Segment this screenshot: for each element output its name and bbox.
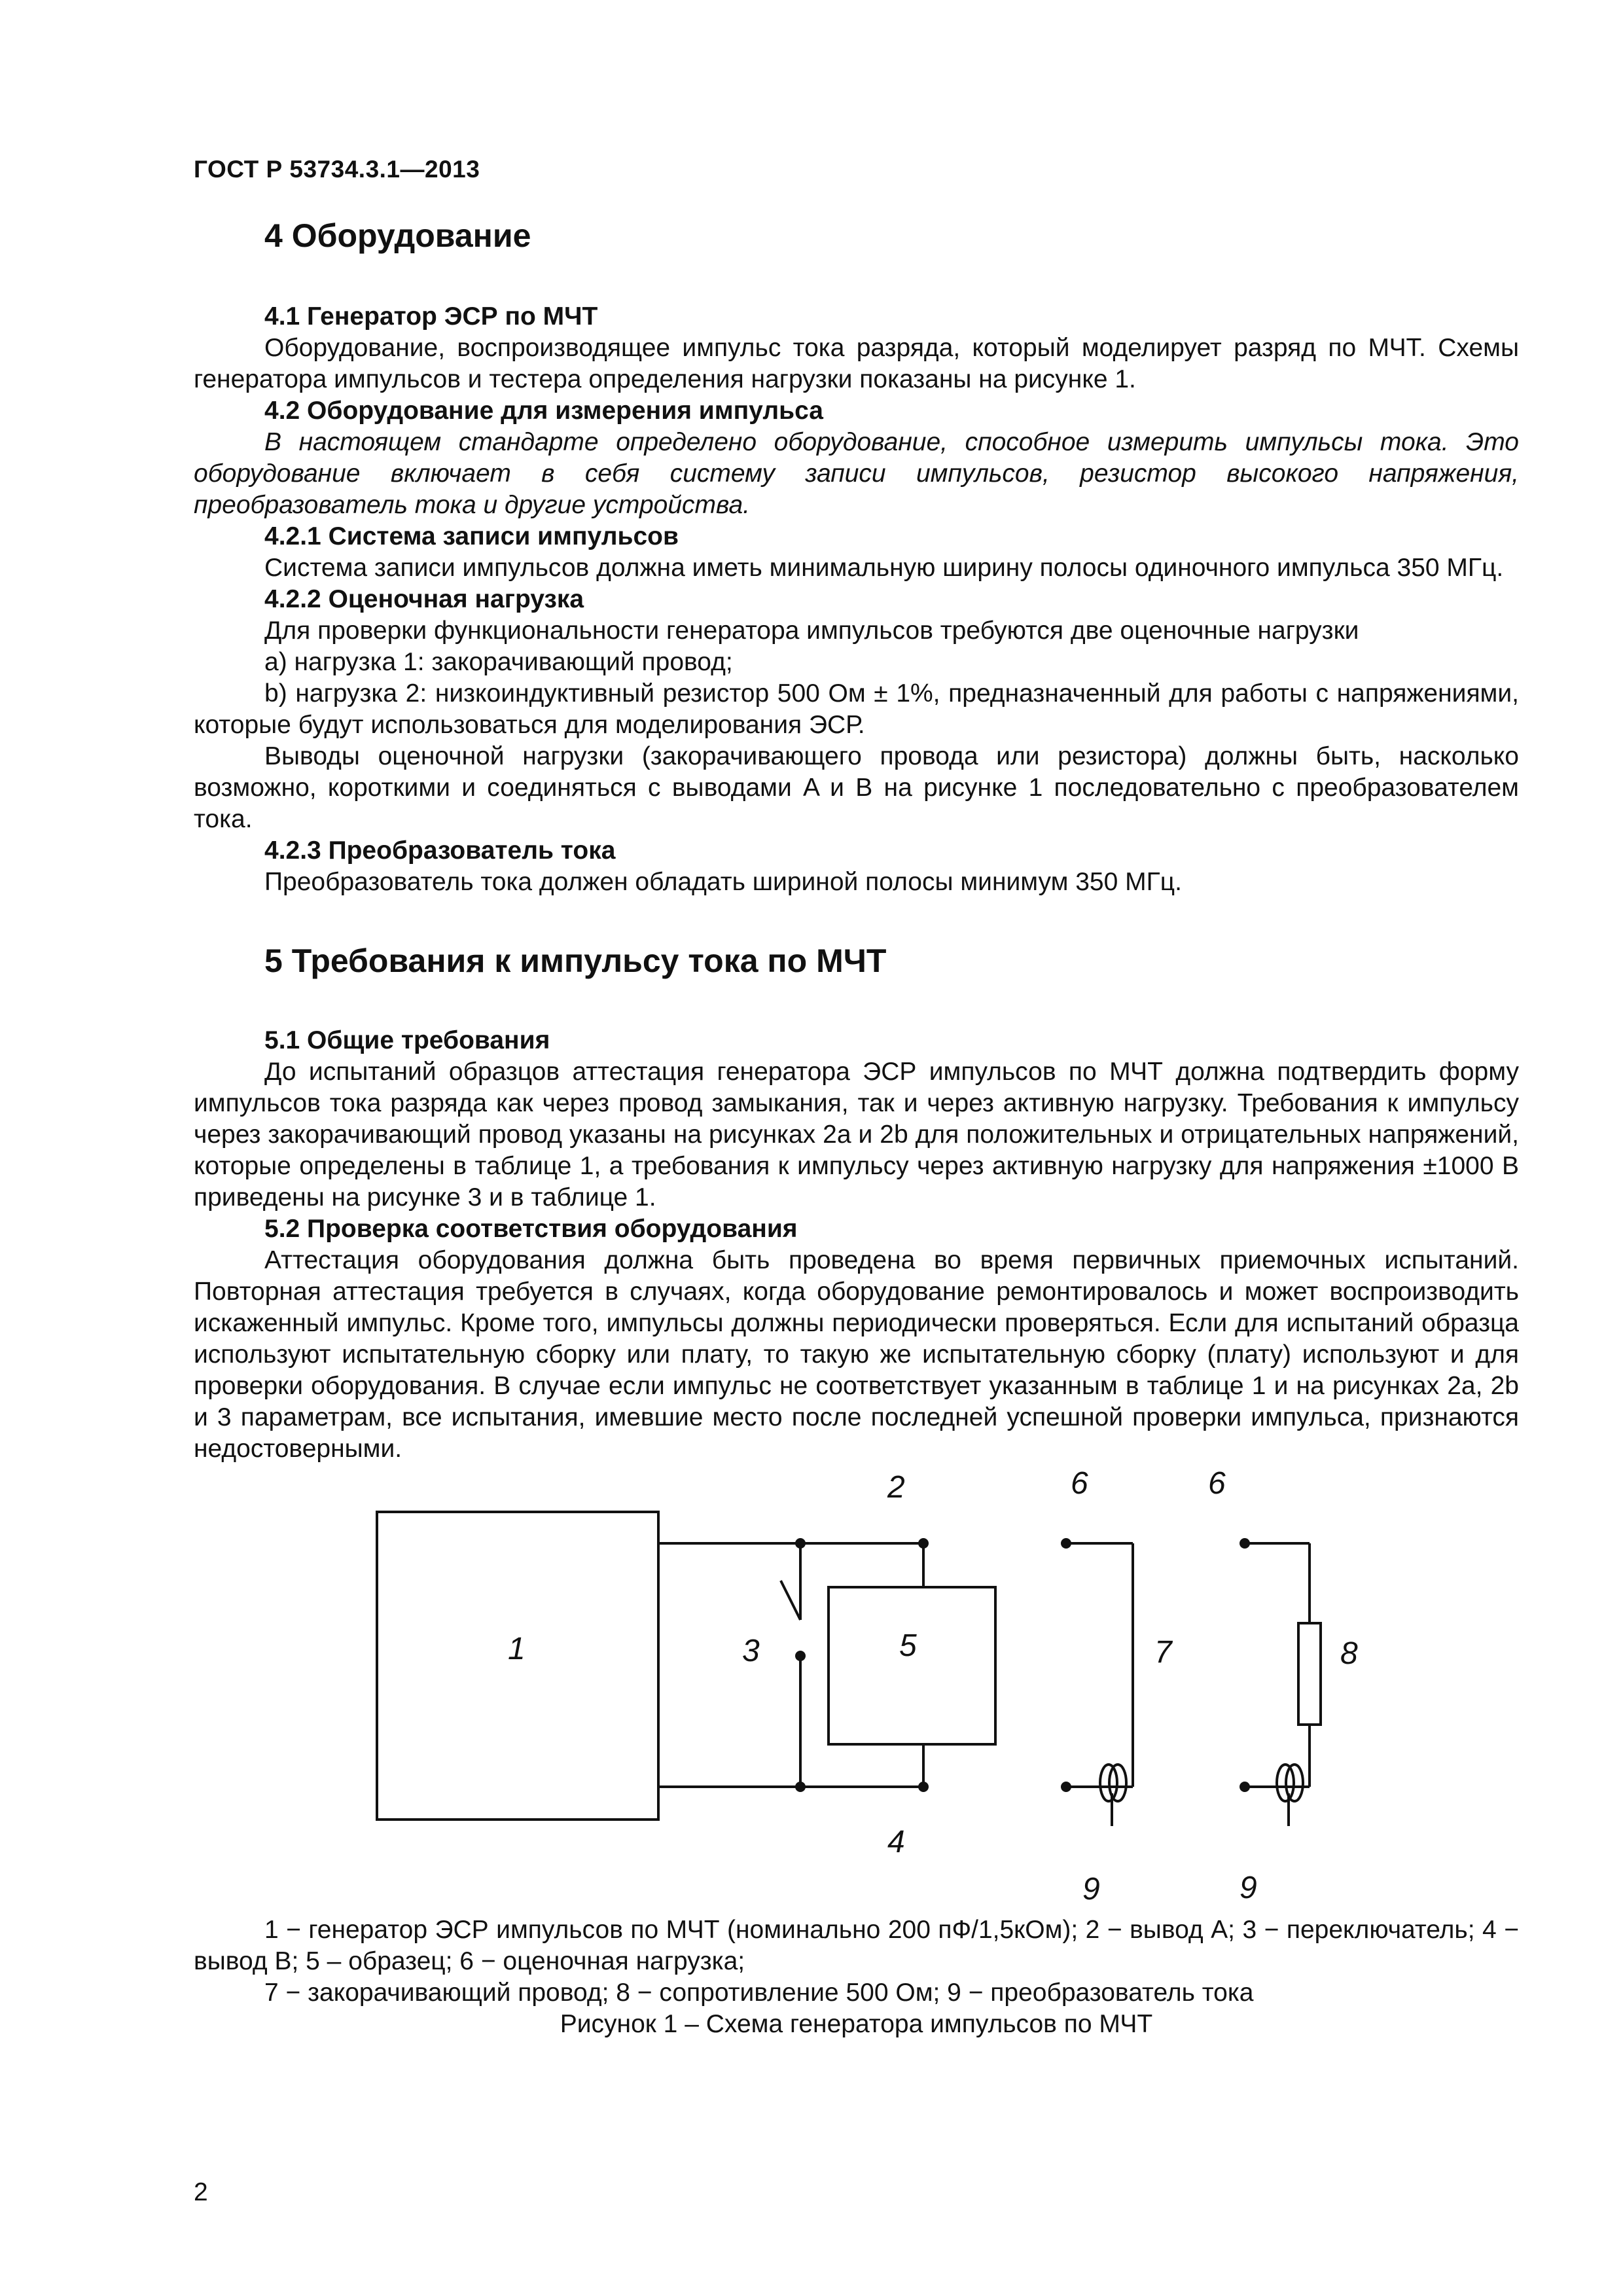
label-4: 4 [887,1825,905,1859]
subsection-4-2-2-text-leads: Выводы оценочной нагрузки (закорачивающего провода или резистора) должны быть, насколько возможно, короткими и соединяться с выводами A и B на рисунке 1 последовательно с преобразователем тока. [194,742,1519,833]
device-under-test-block [829,1587,995,1744]
body-text [194,216,1519,1465]
load-terminal-dot [1240,1782,1250,1792]
label-9b: 9 [1240,1871,1257,1905]
subsection-5-1-text: До испытаний образцов аттестация генератора ЭСР импульсов по МЧТ должна подтвердить форму импульсов тока разряда как через провод замыкания, так и через активную нагрузку. Требования к импульсу через закорачивающий провод указаны на рисунках 2a и 2b для положительных и отрицательных напряжений, которые определены в таблице 1, а требования к импульсу через активную нагрузку для напряжения ±1000 В приведены на рисунке 3 и в таблице 1. [194,1058,1519,1211]
figure-1-legend [194,1914,1519,2040]
junction-dot [795,1782,806,1792]
terminal-b-dot [918,1782,929,1792]
legend-line-2: 7 − закорачивающий провод; 8 − сопротивление 500 Ом; 9 − преобразователь тока [264,1979,1254,2007]
label-7: 7 [1154,1635,1172,1670]
subsection-4-2-1-text: Система записи импульсов должна иметь минимальную ширину полосы одиночного импульса 350 МГц. [264,554,1504,582]
figure-1-title: Рисунок 1 – Схема генератора импульсов по МЧТ [560,2010,1153,2038]
subsection-4-2-text: В настоящем стандарте определено оборудование, способное измерить импульсы тока. Это оборудование включает в себя систему записи импульсов, резистор высокого напряжения, преобразователь тока и другие устройства. [194,428,1519,519]
load-terminal-dot [1240,1538,1250,1549]
section-gap [194,898,1519,922]
subsection-5-2-title: 5.2 Проверка соответствия оборудования [264,1215,798,1243]
label-2: 2 [887,1470,905,1505]
label-1: 1 [508,1632,526,1666]
load-terminal-dot [1061,1538,1071,1549]
label-6b: 6 [1208,1466,1226,1501]
subsection-4-2-2-text-intro: Для проверки функциональности генератора импульсов требуются две оценочные нагрузки [264,617,1359,645]
subsection-4-2-2-item-a: a) нагрузка 1: закорачивающий провод; [264,648,733,676]
subsection-4-2-3-title: 4.2.3 Преобразователь тока [264,836,616,865]
switch-contact-dot [795,1651,806,1661]
subsection-4-1-title: 4.1 Генератор ЭСР по МЧТ [264,302,598,331]
standard-code-header: ГОСТ Р 53734.3.1—2013 [194,156,480,183]
page-number: 2 [194,2178,208,2206]
label-9a: 9 [1082,1872,1100,1907]
subsection-5-2-text: Аттестация оборудования должна быть проведена во время первичных приемочных испытаний. Повторная аттестация требуется в случаях, когда оборудование ремонтировалось и может воспроизводить искаженный импульс. Кроме того, импульсы должны периодически проверяться. Если для испытаний образца используют испытательную сборку или плату, то такую же испытательную сборку (плату) используют и для проверки оборудования. В случае если импульс не соответствует указанным в таблице 1 и на рисунках 2a, 2b и 3 параметрам, все испытания, имевшие место после последней успешной проверки импульса, признаются недостоверными. [194,1246,1519,1463]
subsection-4-2-2-title: 4.2.2 Оценочная нагрузка [264,585,584,613]
subsection-4-2-title: 4.2 Оборудование для измерения импульса [264,397,823,425]
subsection-4-1-text: Оборудование, воспроизводящее импульс тока разряда, который моделирует разряд по МЧТ. Схемы генератора импульсов и тестера определения нагрузки показаны на рисунке 1. [194,334,1519,393]
resistor-500-ohm [1298,1623,1321,1725]
terminal-a-dot [918,1538,929,1549]
subsection-4-2-3-text: Преобразователь тока должен обладать шириной полосы минимум 350 МГц. [264,868,1182,896]
subsection-4-2-1-title: 4.2.1 Система записи импульсов [264,522,679,550]
label-8: 8 [1340,1636,1358,1671]
label-5: 5 [899,1628,917,1663]
subsection-5-1-title: 5.1 Общие требования [264,1026,550,1054]
section-4-title: 4 Оборудование [264,217,531,254]
switch-contact [781,1581,800,1620]
legend-line-1: 1 − генератор ЭСР импульсов по МЧТ (номинально 200 пФ/1,5кОм); 2 − вывод А; 3 − переключатель; 4 − вывод В; 5 – образец; 6 − оценочная нагрузка; [194,1916,1519,1975]
label-3: 3 [742,1634,760,1668]
section-5-title: 5 Требования к импульсу тока по МЧТ [264,942,887,979]
circuit-schematic [194,1460,1519,1918]
label-6a: 6 [1071,1466,1088,1501]
subsection-4-2-2-item-b: b) нагрузка 2: низкоиндуктивный резистор 500 Ом ± 1%, предназначенный для работы с напряжениями, которые будут использоваться для моделирования ЭСР. [194,679,1519,739]
load-terminal-dot [1061,1782,1071,1792]
junction-dot [795,1538,806,1549]
figure-1-circuit-diagram [194,1460,1519,1918]
